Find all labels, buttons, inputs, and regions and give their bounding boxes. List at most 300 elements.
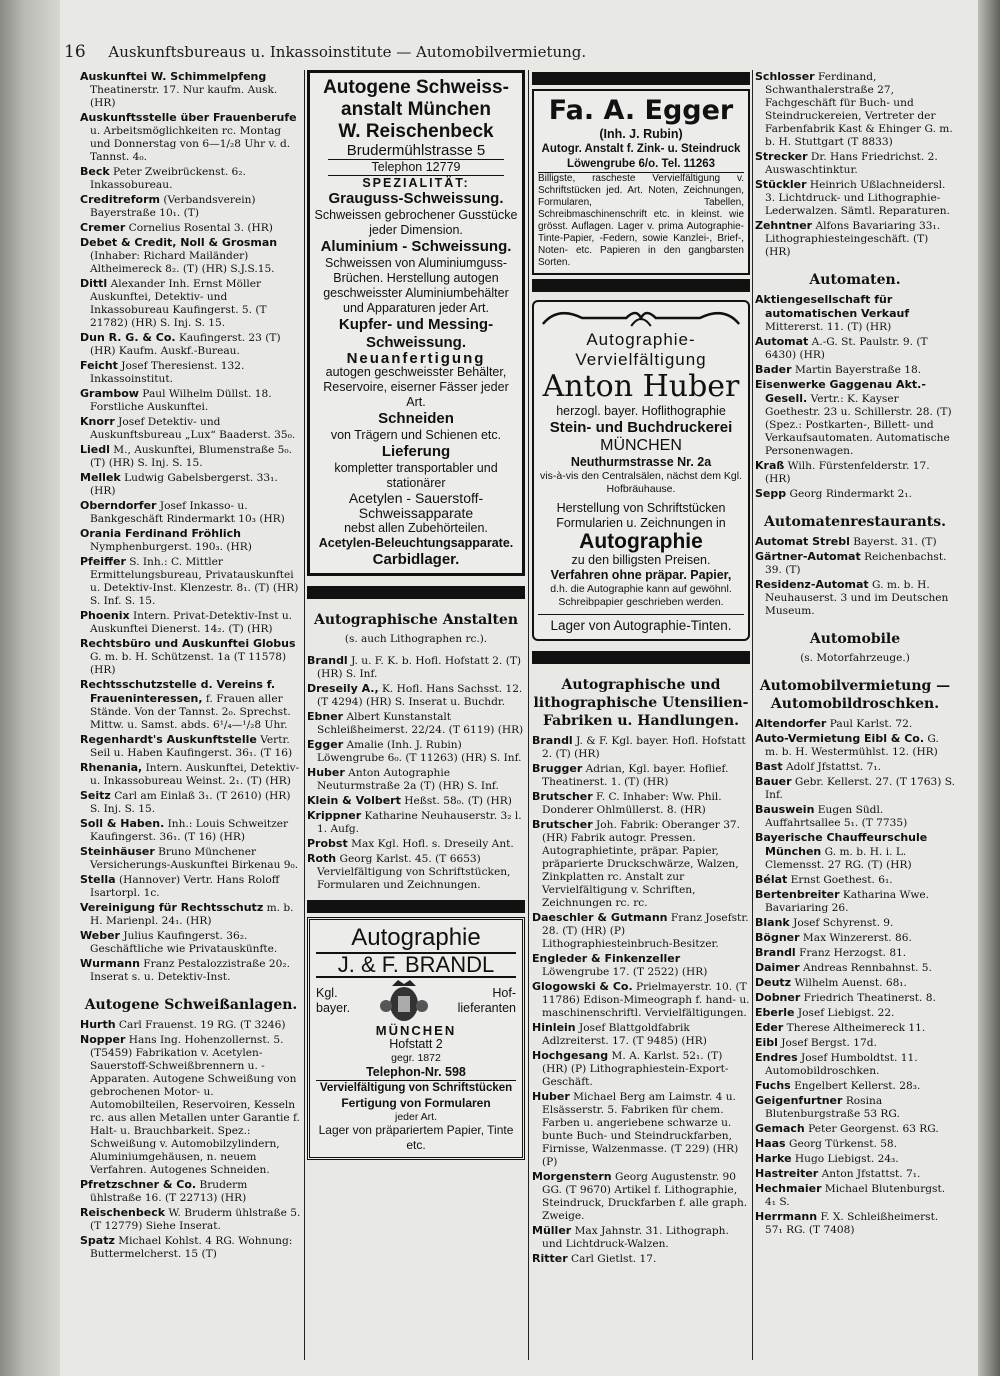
ad-line: Autographie xyxy=(579,530,703,553)
list-item xyxy=(80,817,302,844)
ad-line: kompletter transportabler und stationärer xyxy=(334,461,498,490)
entry-name: Eibl xyxy=(755,1036,778,1049)
list-item xyxy=(755,1182,955,1209)
entry-text: Paul Karlst. 72. xyxy=(826,718,913,730)
entry-name: Debet & Credit, Noll & Grosman xyxy=(80,236,278,249)
entry-name: Ebner xyxy=(307,710,344,723)
list-item xyxy=(755,961,955,975)
entry-text: G. m. b. H. i. L. Clemensst. 27 RG. (T) (HR) xyxy=(765,846,912,871)
list-item xyxy=(80,236,302,276)
ad-line: Lager von präpariertem Papier, Tinte etc. xyxy=(318,1123,514,1152)
entry-name: Knorr xyxy=(80,415,115,428)
entry-text: Reichenbachst. 39. (T) xyxy=(765,551,947,576)
entry-name: Herrmann xyxy=(755,1210,818,1223)
list-item xyxy=(307,682,525,709)
list-item xyxy=(80,471,302,498)
ad-line: Lager von Autographie-Tinten. xyxy=(538,614,744,633)
entry-name: Ritter xyxy=(532,1252,568,1265)
entry-text: Max Jahnstr. 31. Lithograph. und Lichtdruck-Walzen. xyxy=(542,1225,729,1250)
ad-line: Aluminium - Schweissung. xyxy=(320,238,512,255)
section-heading: Autographische und lithographische Utensilien-Fabriken u. Handlungen. xyxy=(533,677,749,729)
ad-line: Anton Huber xyxy=(542,369,740,404)
section-subheading: (s. auch Lithographen rc.). xyxy=(344,633,488,645)
ad-line: W. Reischenbeck xyxy=(338,121,494,142)
ad-line: J. & F. BRANDL xyxy=(316,952,516,978)
entry-name: Wurmann xyxy=(80,957,140,970)
entry-name: Gärtner-Automat xyxy=(755,550,861,563)
entry-name: Auskunftsstelle über Frauenberufe xyxy=(80,111,297,124)
entry-name: Cremer xyxy=(80,221,126,234)
entry-name: Orania Ferdinand Fröhlich xyxy=(80,527,241,540)
entry-text: Engelbert Kellerst. 28₃. xyxy=(790,1080,921,1092)
entry-name: Residenz-Automat xyxy=(755,578,869,591)
entry-text: Paul Wilhelm Düllst. 18. Forstliche Auskunftei. xyxy=(90,388,272,413)
list-item xyxy=(755,888,955,915)
entry-name: Bader xyxy=(755,363,792,376)
entry-name: Engleder & Finkenzeller xyxy=(532,952,681,965)
ad-line: Vervielfältigung xyxy=(575,350,707,369)
entry-text: Ernst Goethest. 6₁. xyxy=(787,874,893,886)
list-item xyxy=(755,335,955,362)
list-item xyxy=(80,70,302,110)
entry-name: Haas xyxy=(755,1137,786,1150)
entry-name: Sepp xyxy=(755,487,787,500)
list-item xyxy=(755,803,955,830)
list-item xyxy=(307,654,525,681)
entry-text: Inh.: Louis Schweitzer Kaufingerst. 36₁. (T 16) (HR) xyxy=(90,818,289,843)
separator-bar xyxy=(532,651,750,664)
entry-name: Reischenbeck xyxy=(80,1206,166,1219)
entry-text: Katharine Neuhauserstr. 3₂ l. 1. Aufg. xyxy=(317,810,522,835)
entry-text: (Inhaber: Richard Mailänder) Altheimereck 8₂. (T) (HR) S.J.S.15. xyxy=(90,250,275,275)
column-4 xyxy=(755,70,955,1370)
ad-line: lieferanten xyxy=(457,1001,516,1015)
entry-text: Anton Autographie Neuturmstraße 2a (T) (HR) S. Inf. xyxy=(317,767,499,792)
entry-list xyxy=(80,1018,302,1261)
ad-line: Grauguss-Schweissung. xyxy=(328,190,504,207)
entry-name: Dittl xyxy=(80,277,108,290)
entry-text: Carl Gietlst. 17. xyxy=(567,1253,657,1265)
entry-text: G. m. b. H. Schützenst. 1a (T 11578) (HR) xyxy=(90,651,287,676)
entry-name: Huber xyxy=(307,766,345,779)
entry-text: G. m. b. H. Westermühlst. 12. (HR) xyxy=(765,733,939,758)
ad-line: Verfahren ohne präpar. Papier, xyxy=(550,568,732,582)
section-heading: Automatenrestaurants. xyxy=(763,514,946,530)
list-item xyxy=(80,415,302,442)
entry-name: Brandl xyxy=(532,734,573,747)
list-item xyxy=(80,845,302,872)
entry-name: Brandl xyxy=(307,654,348,667)
list-item xyxy=(755,831,955,872)
running-title: Auskunftsbureaus u. Inkassoinstitute — Automobilvermietung. xyxy=(108,43,587,61)
ad-brandl xyxy=(307,917,525,1160)
entry-text: Friedrich Theatinerst. 8. xyxy=(800,992,936,1004)
page-number: 16 xyxy=(64,42,86,62)
ad-line: Fa. A. Egger xyxy=(548,95,734,126)
list-item xyxy=(532,1252,750,1266)
ad-line: anstalt München xyxy=(341,99,491,120)
entry-text: Josef Detektiv- und Auskunftsbureau „Lux“ Baaderst. 35₀. xyxy=(90,416,296,441)
entry-name: Auskunftei W. Schimmelpfeng xyxy=(80,70,267,83)
ornament xyxy=(538,304,744,330)
list-item xyxy=(80,1018,302,1032)
list-item xyxy=(80,331,302,358)
entry-name: Dobner xyxy=(755,991,801,1004)
entry-name: Pfeiffer xyxy=(80,555,126,568)
entry-text: Georg Karlst. 45. (T 6653) Vervielfältigung von Schriftstücken, Formularen und Zeichnungen. xyxy=(317,853,511,891)
list-item xyxy=(80,678,302,732)
column-rule xyxy=(304,70,305,1360)
entry-text: Franz Herzogst. 81. xyxy=(795,947,907,959)
entry-list xyxy=(755,717,955,1237)
list-item xyxy=(80,555,302,608)
list-item xyxy=(755,775,955,802)
list-item xyxy=(532,952,750,979)
list-item xyxy=(80,901,302,928)
entry-name: Deutz xyxy=(755,976,792,989)
entry-name: Krippner xyxy=(307,809,362,822)
entry-text: J. u. F. K. b. Hofl. Hofstatt 2. (T) (HR) S. Inf. xyxy=(317,655,522,680)
list-item xyxy=(307,766,525,793)
entry-text: Franz Josefstr. 28. (T) (HR) (P) Lithographiesteinbruch-Besitzer. xyxy=(542,912,749,950)
entry-text: Bruderm ühlstraße 16. (T 22713) (HR) xyxy=(90,1179,248,1204)
entry-text: Theatinerstr. 17. Nur kaufm. Ausk. (HR) xyxy=(90,84,278,109)
list-item xyxy=(532,980,750,1020)
entry-name: Roth xyxy=(307,852,337,865)
entry-name: Glogowski & Co. xyxy=(532,980,633,993)
entry-text: Alexander Inh. Ernst Möller Auskunftei, Detektiv- und Inkassobureau Kaufingerst. 5. (T 21782) (HR) S. Inj. S. 15. xyxy=(90,278,267,329)
entry-text: Carl Frauenst. 19 RG. (T 3246) xyxy=(115,1019,286,1031)
entry-name: Fuchs xyxy=(755,1079,791,1092)
entry-name: Aktiengesellschaft für automatischen Verkauf xyxy=(755,293,910,320)
book-gutter-shadow xyxy=(0,0,60,1376)
entry-name: Brutscher xyxy=(532,818,593,831)
list-item xyxy=(307,794,525,808)
entry-name: Schlosser xyxy=(755,70,815,83)
entry-text: F. C. Inhaber: Ww. Phil. Donderer Ohlmüllerst. 8. (HR) xyxy=(542,791,722,816)
section-heading: Autogene Schweißanlagen. xyxy=(84,997,298,1013)
entry-text: Max Kgl. Hofl. s. Dreseily Ant. xyxy=(347,838,514,850)
entry-name: Feicht xyxy=(80,359,118,372)
entry-text: Josef Bergst. 17d. xyxy=(777,1037,877,1049)
entry-text: Josef Liebigst. 22. xyxy=(794,1007,895,1019)
list-item xyxy=(80,1206,302,1233)
entry-text: Ludwig Gabelsbergerst. 33₁. (HR) xyxy=(90,472,278,497)
section-heading: Automobilvermietung — Automobildroschken. xyxy=(759,678,951,712)
entry-text: Josef Blattgoldfabrik Adlzreiterst. 17. (T 9485) (HR) xyxy=(542,1022,707,1047)
page-edge-shadow xyxy=(978,0,1000,1376)
ad-line: Brudermühlstrasse 5 xyxy=(346,142,486,159)
ad-line: Telephon-Nr. 598 xyxy=(316,1065,516,1081)
entry-text: Dr. Hans Friedrichst. 2. Auswaschtinktur. xyxy=(765,151,938,176)
entry-text: Georg Rindermarkt 2₁. xyxy=(786,488,912,500)
ad-line: Stein- und Buchdruckerei xyxy=(549,419,733,436)
entry-text: A.-G. St. Paulstr. 9. (T 6430) (HR) xyxy=(765,336,928,361)
list-item xyxy=(80,873,302,900)
entry-list xyxy=(755,293,955,501)
list-item xyxy=(755,150,955,177)
entry-name: Rhenania, xyxy=(80,761,143,774)
ad-line: bayer. xyxy=(316,1001,351,1015)
list-item xyxy=(532,734,750,761)
list-item xyxy=(80,111,302,164)
ad-line: Autogr. Anstalt f. Zink- u. Steindruck xyxy=(541,143,741,155)
column-1 xyxy=(80,70,302,1370)
entry-name: Bélat xyxy=(755,873,788,886)
section-heading: Automobile xyxy=(809,631,901,647)
list-item xyxy=(755,178,955,218)
list-item xyxy=(755,378,955,458)
list-item xyxy=(755,487,955,501)
ad-line: Schweissen von Aluminiumguss-Brüchen. Herstellung autogen geschweisster Aluminiumbehälter und Apparaturen jeder Art. xyxy=(323,256,509,315)
entry-text: Carl am Einlaß 3₁. (T 2610) (HR) S. Inj. S. 15. xyxy=(90,790,291,815)
entry-text: m. b. H. Marienpl. 24₁. (HR) xyxy=(90,902,294,927)
entry-text: Gebr. Kellerst. 27. (T 1763) S. Inf. xyxy=(765,776,955,801)
page-header xyxy=(64,42,764,62)
entry-name: Probst xyxy=(307,837,348,850)
ad-line: d.h. die Autographie kann auf gewöhnl. Schreibpapier geschrieben werden. xyxy=(550,583,732,608)
ad-line: Billigste, rascheste Vervielfältigung v. Schriftstücken jed. Art. Noten, Zeichnungen, Formularen, Tabellen, Schreibmaschinenschrift etc. in kleinst. wie grösst. Auflagen. Lager v. prima Autographie-Tinte-Papier, -Federn, sowie Kanzlei-, Brief-, Noten- etc. Papieren in den gangbarsten Sorten. xyxy=(538,173,744,268)
list-item xyxy=(755,578,955,618)
entry-name: Grambow xyxy=(80,387,139,400)
list-item xyxy=(532,1224,750,1251)
entry-name: Rechtsbüro und Auskunftei Globus xyxy=(80,637,296,650)
entry-name: Stückler xyxy=(755,178,807,191)
entry-name: Hinlein xyxy=(532,1021,576,1034)
entry-text: Josef Schyrenst. 9. xyxy=(789,917,894,929)
ad-line: Hofstatt 2 xyxy=(389,1037,443,1051)
ad-line: Hof- xyxy=(492,986,516,1000)
entry-name: Hurth xyxy=(80,1018,116,1031)
entry-name: Daeschler & Gutmann xyxy=(532,911,668,924)
entry-name: Daimer xyxy=(755,961,800,974)
entry-name: Pfretzschner & Co. xyxy=(80,1178,197,1191)
list-item xyxy=(307,852,525,892)
entry-text: Julius Kaufingerst. 36₂. Geschäftliche wie Privatauskünfte. xyxy=(90,930,278,955)
entry-name: Egger xyxy=(307,738,344,751)
entry-text: K. Hofl. Hans Sachsst. 12. (T 4294) (HR) S. Inserat u. Buchdr. xyxy=(317,683,523,708)
list-item xyxy=(80,761,302,788)
list-item xyxy=(755,760,955,774)
entry-text: Peter Zweibrückenst. 6₂. Inkassobureau. xyxy=(90,166,246,191)
entry-name: Bertenbreiter xyxy=(755,888,840,901)
list-item xyxy=(532,762,750,789)
entry-text: M. A. Karlst. 52₁. (T) (HR) (P) Lithographiestein-Export-Geschäft. xyxy=(542,1050,729,1088)
entry-name: Brandl xyxy=(755,946,796,959)
list-item xyxy=(755,1167,955,1181)
list-item xyxy=(80,789,302,816)
separator-bar xyxy=(532,279,750,292)
list-item xyxy=(80,221,302,235)
entry-name: Rechtsschutzstelle d. Vereins f. Fraueninteressen, xyxy=(80,678,276,705)
list-item xyxy=(532,790,750,817)
entry-text: Michael Blutenburgst. 4₁ S. xyxy=(765,1183,946,1208)
entry-name: Dun R. G. & Co. xyxy=(80,331,176,344)
ad-line: Autogene Schweiss- xyxy=(323,77,509,98)
entry-text: Franz Pestalozzistraße 20₂. Inserat s. u. Detektiv-Inst. xyxy=(90,958,290,983)
entry-name: Creditreform xyxy=(80,193,160,206)
ad-line: jeder Art. xyxy=(394,1110,438,1123)
entry-name: Oberndorfer xyxy=(80,499,157,512)
entry-text: Cornelius Rosental 3. (HR) xyxy=(125,222,273,234)
entry-text: Adolf Jfstattst. 7₁. xyxy=(782,761,881,773)
list-item xyxy=(307,710,525,737)
ad-line: Kgl. xyxy=(316,986,338,1000)
entry-name: Automat xyxy=(755,335,809,348)
entry-name: Phoenix xyxy=(80,609,130,622)
column-rule xyxy=(752,70,753,1360)
entry-text: Mittererst. 11. (T) (HR) xyxy=(765,321,892,333)
ad-line: Herstellung von Schriftstücken Formularien u. Zeichnungen in xyxy=(556,501,726,530)
separator-bar xyxy=(307,586,525,599)
list-item xyxy=(755,293,955,334)
ad-line: Vervielfältigung von Schriftstücken xyxy=(319,1081,513,1094)
entry-text: Bayerst. 31. (T) xyxy=(849,536,937,548)
entry-list xyxy=(80,70,302,984)
entry-text: Georg Türkenst. 58. xyxy=(785,1138,898,1150)
section-heading: Automaten. xyxy=(809,272,901,288)
entry-text: Anton Jfstattst. 7₁. xyxy=(818,1168,921,1180)
entry-name: Bauswein xyxy=(755,803,815,816)
list-item xyxy=(755,363,955,377)
list-item xyxy=(755,219,955,259)
list-item xyxy=(80,527,302,554)
ad-right-label xyxy=(458,986,516,1016)
list-item xyxy=(307,738,525,765)
list-item xyxy=(755,70,955,149)
entry-text: Heßst. 58₀. (T) (HR) xyxy=(400,795,512,807)
entry-text: Max Winzererst. 86. xyxy=(799,932,912,944)
ad-line: Kupfer- und Messing-Schweissung. xyxy=(338,316,494,351)
entry-text: S. Inh.: C. Mittler Ermittelungsbureau, Privatauskunftei u. Detektiv-Inst. Klenzestr. 8₁. (T) (HR) S. Inf. S. 15. xyxy=(90,556,299,607)
entry-text: Wilh. Fürstenfelderstr. 17. (HR) xyxy=(765,460,930,485)
ad-line: Telephon 12779 xyxy=(328,159,504,176)
entry-text: Hans Ing. Hohenzollernst. 5. (T5459) Fabrikation v. Acetylen-Sauerstoff-Schweißbrennern u. -Apparaten. Autogene Schweißung von gebrochenen Motor- u. Automobilteilen, Reservoiren, Kesseln rc. aus allen Metallen unter Garantie f. Halt- u. Brauchbarkeit. Spez.: Schweißung v. Automobilzylindern, Aluminiumgehäusen, n. neuem Verfahren. Autogenes Schneiden. xyxy=(90,1034,300,1176)
entry-list xyxy=(755,535,955,618)
list-item xyxy=(80,637,302,677)
ad-line: von Trägern und Schienen etc. xyxy=(330,428,502,442)
entry-text: Löwengrube 17. (T 2522) (HR) xyxy=(542,966,708,978)
list-item xyxy=(755,946,955,960)
list-item xyxy=(755,459,955,486)
ad-line: vis-à-vis den Centralsälen, nächst dem Kgl. Hofbräuhause. xyxy=(540,470,742,495)
ad-line: herzogl. bayer. Hoflithographie xyxy=(556,404,726,418)
ad-line: Acetylen - Sauerstoff-Schweissapparate xyxy=(348,490,484,521)
entry-name: Beck xyxy=(80,165,110,178)
entry-text: Josef Inkasso- u. Bankgeschäft Rindermarkt 10₃ (HR) xyxy=(90,500,285,525)
list-item xyxy=(755,976,955,990)
royal-crest-icon xyxy=(378,978,430,1024)
ad-left-label xyxy=(316,986,350,1016)
entry-list xyxy=(532,734,750,1266)
entry-name: Brugger xyxy=(532,762,583,775)
entry-text: Nymphenburgerst. 190₃. (HR) xyxy=(90,541,252,553)
entry-text: J. & F. Kgl. bayer. Hofl. Hofstatt 2. (T) (HR) xyxy=(542,735,746,760)
list-item xyxy=(755,717,955,731)
entry-text: Intern. Privat-Detektiv-Inst u. Auskunftei Dienerst. 14₂. (T) (HR) xyxy=(90,610,293,635)
entry-text: Vertr. Seil u. Haben Kaufingerst. 36₁. (T 16) xyxy=(90,734,293,759)
entry-name: Bast xyxy=(755,760,783,773)
section-heading: Autographische Anstalten xyxy=(313,612,519,628)
list-item xyxy=(80,733,302,760)
entry-text: u. Arbeitsmöglichkeiten rc. Montag und Donnerstag von 6—1/₂8 Uhr v. d. Tannst. 4₀. xyxy=(90,125,291,163)
entry-text: Ferdinand, Schwanthalerstraße 27, Fachgeschäft für Buch- und Steindruckereien, Vertreter der Farbenfabrik Kast & Ehinger G. m. b. H. Stuttgart (T 8833) xyxy=(765,71,953,148)
entry-name: Endres xyxy=(755,1051,798,1064)
entry-name: Eder xyxy=(755,1021,784,1034)
ad-line: (Inh. J. Rubin) xyxy=(599,127,683,141)
list-item xyxy=(755,1051,955,1078)
ad-line: SPEZIALITÄT: xyxy=(362,176,470,190)
ad-line: Acetylen-Beleuchtungsapparate. xyxy=(318,536,514,550)
separator-bar xyxy=(532,72,750,85)
entry-text: Georg Augustenstr. 90 GG. (T 9670) Artikel f. Lithographie, Steindruck, Druckfarben f. alle graph. Zweige. xyxy=(542,1171,748,1222)
entry-text: Alfons Bavariaring 33₁. Lithographiesteingeschäft. (T) (HR) xyxy=(765,220,941,258)
entry-name: Harke xyxy=(755,1152,792,1165)
entry-text: Albert Kunstanstalt Schleißheimerst. 22/24. (T 6119) (HR) xyxy=(317,711,524,736)
list-item xyxy=(80,359,302,386)
entry-text: F. X. Schleißheimerst. 57₁ RG. (T 7408) xyxy=(765,1211,939,1236)
list-item xyxy=(755,1094,955,1121)
separator-bar xyxy=(307,900,525,913)
entry-name: Hastreiter xyxy=(755,1167,819,1180)
list-item xyxy=(532,818,750,910)
entry-name: Auto-Vermietung Eibl & Co. xyxy=(755,732,925,745)
entry-text: Martin Bayerstraße 18. xyxy=(791,364,922,376)
entry-name: Blank xyxy=(755,916,790,929)
ad-line: Schneiden xyxy=(378,410,454,427)
list-item xyxy=(755,916,955,930)
ad-line: gegr. 1872 xyxy=(391,1052,441,1064)
ad-line: Autographie- xyxy=(586,330,696,349)
list-item xyxy=(80,957,302,984)
list-item xyxy=(755,550,955,577)
list-item xyxy=(755,991,955,1005)
section-subheading: (s. Motorfahrzeuge.) xyxy=(800,652,910,664)
entry-name: Bauer xyxy=(755,775,792,788)
list-item xyxy=(532,1021,750,1048)
entry-text: Katharina Wwe. Bavariaring 26. xyxy=(765,889,930,914)
entry-list xyxy=(307,654,525,892)
entry-text: Hugo Liebigst. 24₃. xyxy=(791,1153,899,1165)
list-item xyxy=(755,1021,955,1035)
entry-text: Andreas Rennbahnst. 5. xyxy=(799,962,932,974)
list-item xyxy=(755,1079,955,1093)
ad-line: Carbidlager. xyxy=(372,551,460,568)
entry-text: Amalie (Inh. J. Rubin) Löwengrube 6₀. (T 11263) (HR) S. Inf. xyxy=(317,739,522,764)
entry-text: Josef Theresienst. 132. Inkassoinstitut. xyxy=(90,360,245,385)
list-item xyxy=(80,929,302,956)
entry-name: Brutscher xyxy=(532,790,593,803)
entry-text: Adrian, Kgl. bayer. Hoflief. Theatinerst. 1. (T) (HR) xyxy=(542,763,729,788)
ad-line: MÜNCHEN xyxy=(375,1023,457,1038)
entry-text: Vertr.: K. Kayser Goethestr. 23 u. Schillerstr. 28. (T) (Spez.: Postkarten-, Billett- und Verkaufsautomaten. Automatische Personenwagen. xyxy=(765,393,952,457)
ad-line: Neuthurmstrasse Nr. 2a xyxy=(570,455,712,469)
entry-name: Hechmaier xyxy=(755,1182,822,1195)
list-item xyxy=(80,499,302,526)
entry-name: Soll & Haben. xyxy=(80,817,165,830)
entry-text: Heinrich Ußlachneidersl. 3. Lichtdruck- und Lithographie-Lederwalzen. Sämtl. Reparaturen. xyxy=(765,179,950,217)
ad-line: MÜNCHEN xyxy=(600,437,682,454)
entry-text: Michael Berg am Laimstr. 4 u. Elsässerstr. 5. Fabriken für chem. Farben u. angeriebene schwarze u. bunte Buch- und Steindruckfarben, Firnisse, Walzenmasse. (T 229) (HR) (P) xyxy=(542,1091,739,1168)
ad-egger xyxy=(532,89,750,275)
ornament-scroll-icon xyxy=(538,304,744,330)
list-item xyxy=(532,911,750,951)
entry-name: Eisenwerke Gaggenau Akt.-Gesell. xyxy=(755,378,926,405)
entry-name: Seitz xyxy=(80,789,111,802)
entry-name: Automat Strebl xyxy=(755,535,850,548)
entry-name: Zehntner xyxy=(755,219,813,232)
list-item xyxy=(755,1152,955,1166)
